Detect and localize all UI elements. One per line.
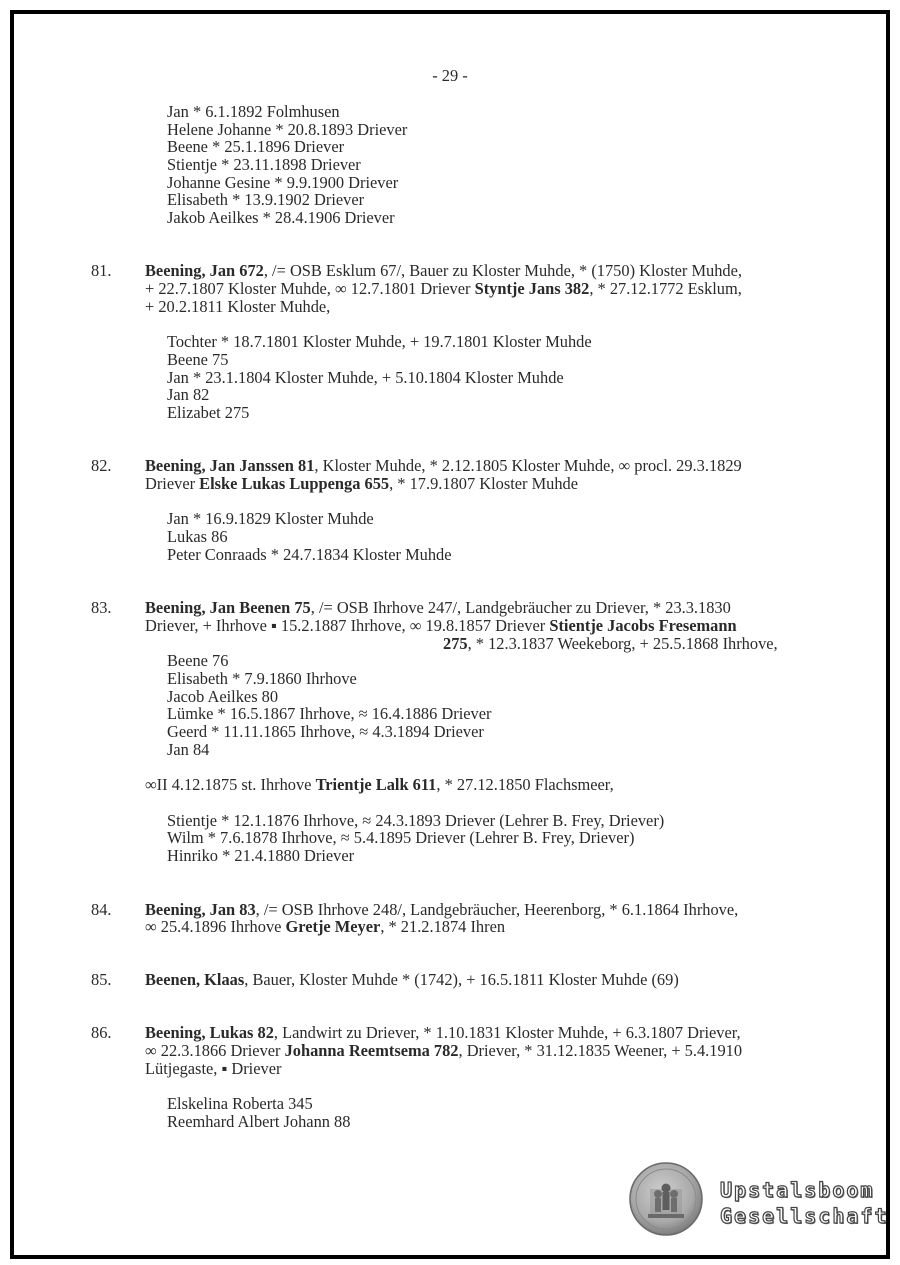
entry-number: 85. <box>91 970 112 989</box>
entry-text: , * 21.2.1874 Ihren <box>380 917 506 936</box>
child-line: Stientje * 23.11.1898 Driever <box>167 155 361 174</box>
entry-line <box>145 918 505 936</box>
page-number: - 29 - <box>432 66 468 85</box>
entry-line <box>145 457 742 475</box>
entry-line <box>145 1024 741 1042</box>
child-line: Wilm * 7.6.1878 Ihrhove, ≈ 5.4.1895 Driever (Lehrer B. Frey, Driever) <box>167 828 635 847</box>
spouse-name: Styntje Jans 382 <box>474 279 590 298</box>
entry-text: , * 17.9.1807 Kloster Muhde <box>389 474 579 493</box>
entry-text: ∞II 4.12.1875 st. Ihrhove <box>145 775 316 794</box>
entry-text: ∞ 22.3.1866 Driever <box>145 1041 285 1060</box>
person-name: Beening, Jan Beenen 75 <box>145 598 311 617</box>
person-name: Beenen, Klaas <box>145 970 245 989</box>
society-name-line-2: Gesellschaft <box>720 1204 889 1228</box>
child-line: Jan * 23.1.1804 Kloster Muhde, + 5.10.1804 Kloster Muhde <box>167 368 564 387</box>
child-line: Jan * 16.9.1829 Kloster Muhde <box>167 509 374 528</box>
spouse-name: Gretje Meyer <box>285 917 381 936</box>
spouse-name: Trientje Lalk 611 <box>315 775 437 794</box>
child-line: Stientje * 12.1.1876 Ihrhove, ≈ 24.3.1893 Driever (Lehrer B. Frey, Driever) <box>167 811 665 830</box>
entry-line <box>443 635 778 653</box>
entry-number: 83. <box>91 598 112 617</box>
child-line: Beene * 25.1.1896 Driever <box>167 137 345 156</box>
child-line: Helene Johanne * 20.8.1893 Driever <box>167 120 408 139</box>
entry-text: + 22.7.1807 Kloster Muhde, ∞ 12.7.1801 Driever <box>145 279 475 298</box>
person-name: Beening, Jan 83 <box>145 900 256 919</box>
entry-line <box>145 599 731 617</box>
entry-text: , /= OSB Esklum 67/, Bauer zu Kloster Muhde, * (1750) Kloster Muhde, <box>263 261 743 280</box>
entry-line <box>145 262 742 280</box>
entry-number: 86. <box>91 1023 112 1042</box>
entry-line <box>145 1042 742 1060</box>
child-line: Elisabeth * 13.9.1902 Driever <box>167 190 365 209</box>
child-line: Elisabeth * 7.9.1860 Ihrhove <box>167 669 357 688</box>
entry-line <box>145 971 679 989</box>
child-line: Lümke * 16.5.1867 Ihrhove, ≈ 16.4.1886 Driever <box>167 704 492 723</box>
entry-line: + 20.2.1811 Kloster Muhde, <box>145 297 331 316</box>
child-line: Elizabet 275 <box>167 403 250 422</box>
child-line: Lukas 86 <box>167 527 228 546</box>
entry-line <box>145 617 737 635</box>
spouse-name: Elske Lukas Luppenga 655 <box>199 474 390 493</box>
child-line: Jan 82 <box>167 385 210 404</box>
entry-line: Lütjegaste, ▪ Driever <box>145 1059 282 1078</box>
entry-text: , * 27.12.1772 Esklum, <box>589 279 742 298</box>
child-line: Jakob Aeilkes * 28.4.1906 Driever <box>167 208 395 227</box>
society-seal-icon <box>628 1161 704 1237</box>
child-line: Jacob Aeilkes 80 <box>167 687 279 706</box>
entry-text: , /= OSB Ihrhove 247/, Landgebräucher zu Driever, * 23.3.1830 <box>310 598 731 617</box>
entry-number: 84. <box>91 900 112 919</box>
entry-line <box>145 475 578 493</box>
entry-text: ∞ 25.4.1896 Ihrhove <box>145 917 286 936</box>
second-marriage-line <box>145 776 614 794</box>
entry-text: Driever, + Ihrhove ▪ 15.2.1887 Ihrhove, ∞ 19.8.1857 Driever <box>145 616 550 635</box>
child-line: Beene 75 <box>167 350 229 369</box>
person-name: Beening, Jan Janssen 81 <box>145 456 315 475</box>
child-line: Beene 76 <box>167 651 229 670</box>
spouse-name: Johanna Reemtsema 782 <box>284 1041 459 1060</box>
child-line: Jan 84 <box>167 740 210 759</box>
child-line: Elskelina Roberta 345 <box>167 1094 313 1113</box>
entry-text: , Driever, * 31.12.1835 Weener, + 5.4.1910 <box>458 1041 743 1060</box>
child-line: Jan * 6.1.1892 Folmhusen <box>167 102 340 121</box>
child-line: Geerd * 11.11.1865 Ihrhove, ≈ 4.3.1894 Driever <box>167 722 484 741</box>
entry-number: 81. <box>91 261 112 280</box>
entry-text: , * 27.12.1850 Flachsmeer, <box>436 775 614 794</box>
child-line: Tochter * 18.7.1801 Kloster Muhde, + 19.7.1801 Kloster Muhde <box>167 332 592 351</box>
person-name: Beening, Lukas 82 <box>145 1023 274 1042</box>
child-line: Johanne Gesine * 9.9.1900 Driever <box>167 173 399 192</box>
child-line: Peter Conraads * 24.7.1834 Kloster Muhde <box>167 545 452 564</box>
entry-text: , * 12.3.1837 Weekeborg, + 25.5.1868 Ihrhove, <box>467 634 778 653</box>
entry-text: , Bauer, Kloster Muhde * (1742), + 16.5.1811 Kloster Muhde (69) <box>244 970 679 989</box>
entry-text: Driever <box>145 474 200 493</box>
child-line: Hinriko * 21.4.1880 Driever <box>167 846 355 865</box>
spouse-name: Stientje Jacobs Fresemann <box>549 616 737 635</box>
entry-number: 82. <box>91 456 112 475</box>
entry-text: , /= OSB Ihrhove 248/, Landgebräucher, Heerenborg, * 6.1.1864 Ihrhove, <box>255 900 739 919</box>
entry-text: , Kloster Muhde, * 2.12.1805 Kloster Muhde, ∞ procl. 29.3.1829 <box>314 456 742 475</box>
spouse-number: 275 <box>443 634 468 653</box>
society-name-line-1: Upstalsboom <box>720 1178 875 1202</box>
child-line: Reemhard Albert Johann 88 <box>167 1112 351 1131</box>
entry-text: , Landwirt zu Driever, * 1.10.1831 Kloster Muhde, + 6.3.1807 Driever, <box>273 1023 741 1042</box>
entry-line <box>145 280 742 298</box>
person-name: Beening, Jan 672 <box>145 261 264 280</box>
